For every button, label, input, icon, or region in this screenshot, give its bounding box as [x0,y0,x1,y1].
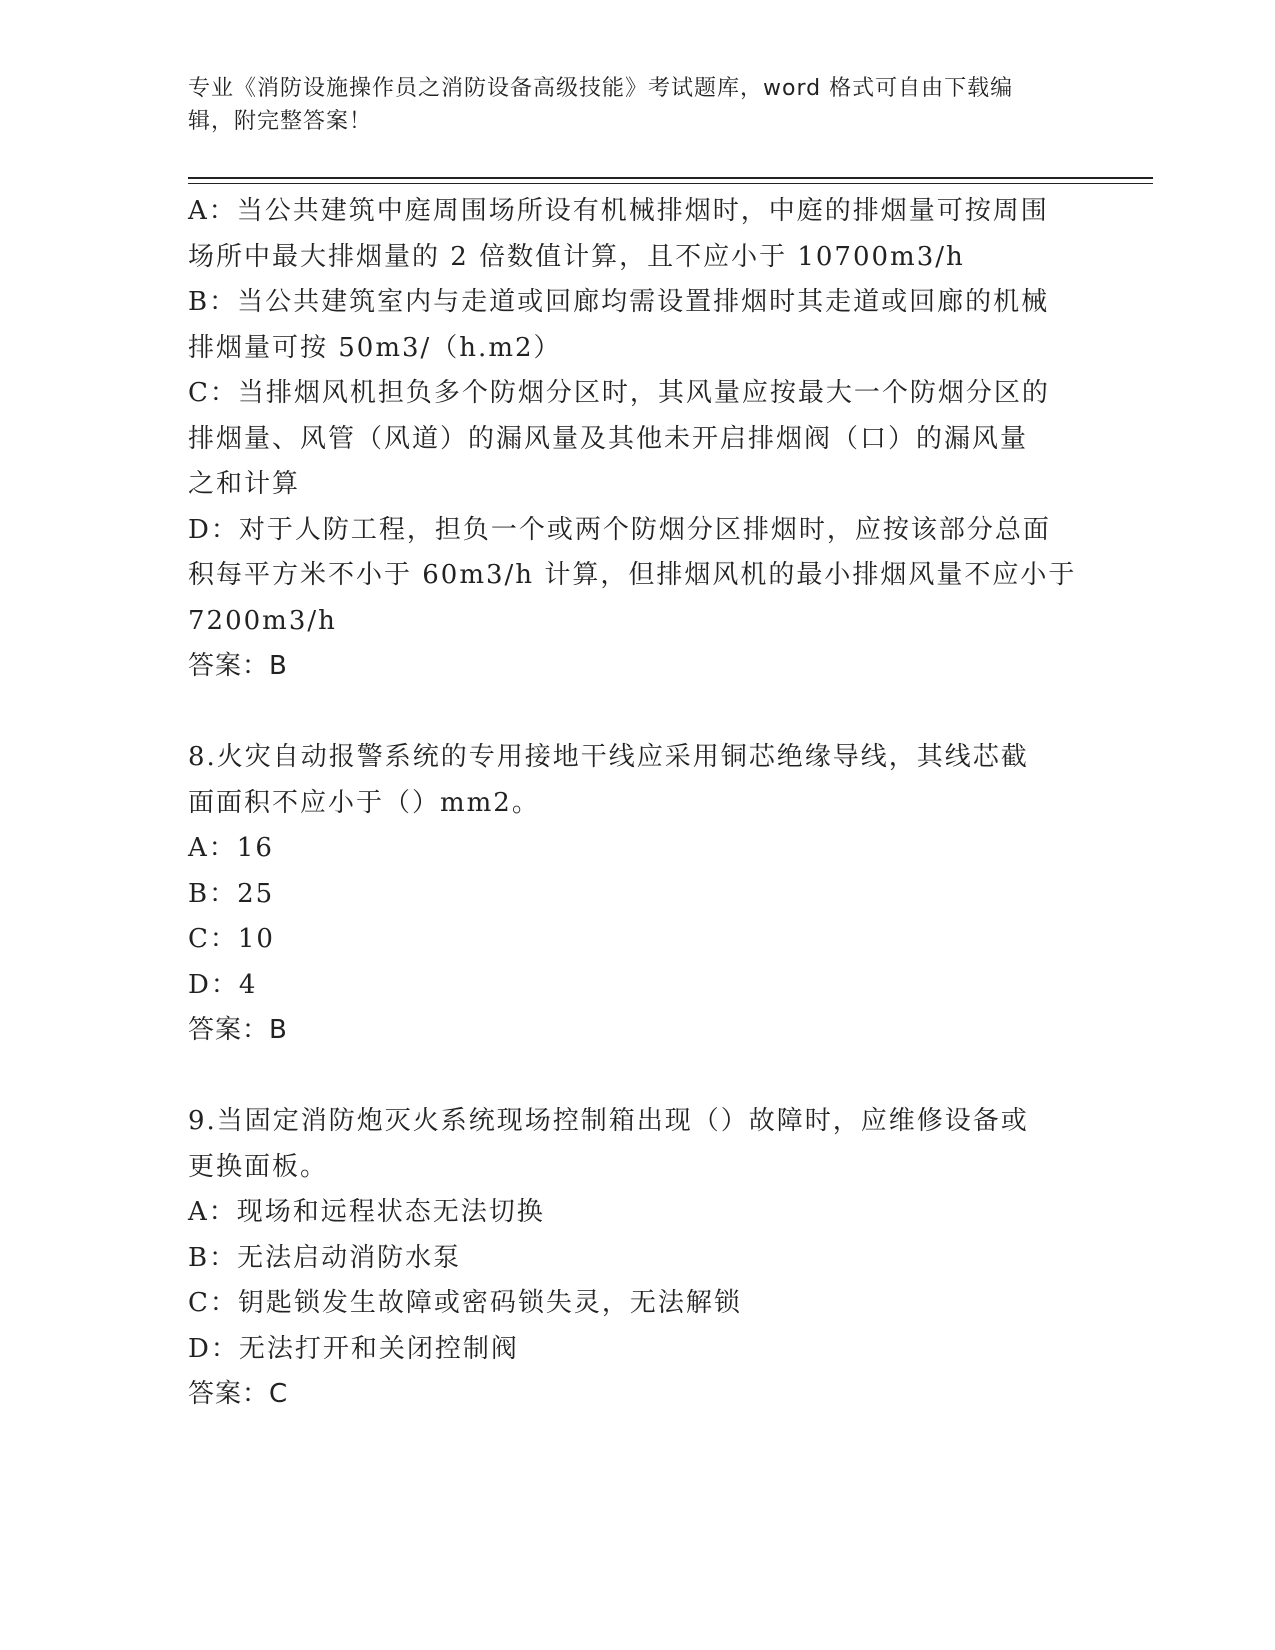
q7-option-a-line-1: A：当公共建筑中庭周围场所设有机械排烟时，中庭的排烟量可按周围 [188,196,1049,226]
q7-option-d-line-2: 积每平方米不小于 60m3/h 计算，但排烟风机的最小排烟风量不应小于 [188,560,1077,590]
q9-answer: 答案：C [188,1379,289,1409]
q7-option-c-line-2: 排烟量、风管（风道）的漏风量及其他未开启排烟阀（口）的漏风量 [188,423,1029,454]
document-header [188,72,1068,138]
q8-option-c: C：10 [188,924,275,954]
question-8 [188,735,1088,1054]
header-rule-thick [188,177,1153,179]
question-7 [188,189,1088,690]
document-body [188,189,1088,1418]
q9-stem-line-1: 9.当固定消防炮灭火系统现场控制箱出现（）故障时，应维修设备或 [188,1106,1029,1136]
q7-option-b-line-2: 排烟量可按 50m3/（h.m2） [188,332,562,363]
q8-stem-line-1: 8.火灾自动报警系统的专用接地干线应采用铜芯绝缘导线，其线芯截 [188,742,1029,772]
q7-option-d-line-3: 7200m3/h [188,605,337,636]
header-line-1: 专业《消防设施操作员之消防设备高级技能》考试题库，word 格式可自由下载编 [188,76,1014,101]
q7-option-a-line-2: 场所中最大排烟量的 2 倍数值计算，且不应小于 10700m3/h [188,241,965,272]
q9-option-c: C：钥匙锁发生故障或密码锁失灵，无法解锁 [188,1288,742,1318]
q7-option-c-line-3: 之和计算 [188,469,301,499]
q8-option-a: A：16 [188,833,274,863]
q8-answer: 答案：B [188,1015,288,1045]
q9-option-a: A：现场和远程状态无法切换 [188,1197,545,1227]
q8-stem-line-2: 面面积不应小于（）mm2。 [188,787,540,818]
spacer [188,1054,1088,1100]
q9-option-b: B：无法启动消防水泵 [188,1242,462,1273]
q7-option-c-line-1: C：当排烟风机担负多个防烟分区时，其风量应按最大一个防烟分区的 [188,378,1050,408]
q7-answer: 答案：B [188,651,288,681]
q9-stem-line-2: 更换面板。 [188,1151,329,1182]
question-9 [188,1099,1088,1418]
header-rule-thin [188,183,1153,184]
header-line-2: 辑，附完整答案！ [188,109,373,134]
q7-option-d-line-1: D：对于人防工程，担负一个或两个防烟分区排烟时，应按该部分总面 [188,514,1051,545]
q8-option-b: B：25 [188,878,275,909]
spacer [188,690,1088,736]
q7-option-b-line-1: B：当公共建筑室内与走道或回廊均需设置排烟时其走道或回廊的机械 [188,287,1050,317]
q9-option-d: D：无法打开和关闭控制阀 [188,1333,519,1364]
q8-option-d: D：4 [188,969,258,1000]
